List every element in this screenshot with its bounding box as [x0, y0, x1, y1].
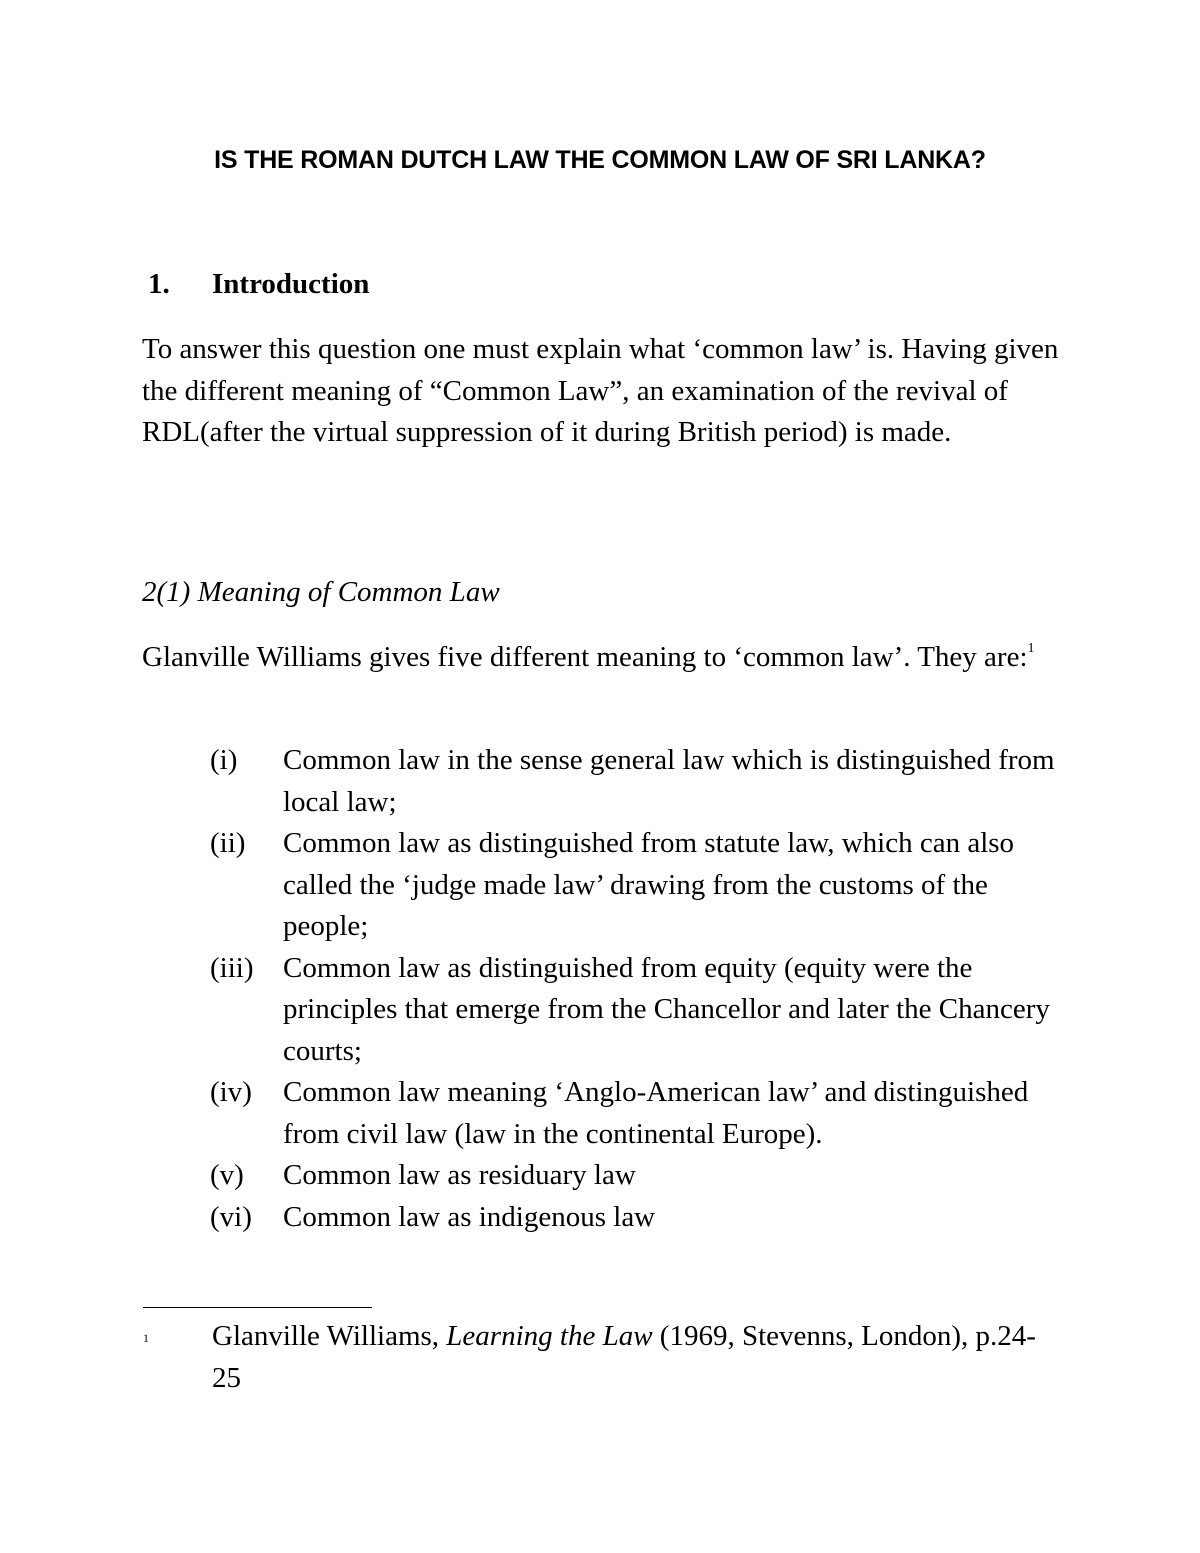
list-item-text: Common law meaning ‘Anglo-American law’ and distinguished from civil law (law in the continental Europe).	[283, 1076, 1029, 1150]
list-item-text: Common law as distinguished from statute law, which can also called the ‘judge made law’ drawing from the customs of the people;	[283, 827, 1015, 942]
footnote-reference[interactable]: 1	[1027, 641, 1035, 656]
list-item	[210, 823, 1080, 948]
list-item-text: Common law as indigenous law	[283, 1200, 656, 1233]
list-item-text: Common law as residuary law	[283, 1159, 636, 1191]
meaning-paragraph	[142, 637, 1072, 679]
list-item	[210, 740, 1080, 823]
document-title: IS THE ROMAN DUTCH LAW THE COMMON LAW OF SRI LANKA?	[214, 146, 986, 174]
footnote-marker: 1	[143, 1331, 149, 1345]
list-item-marker: (iii)	[210, 951, 254, 984]
list-item	[210, 948, 1080, 1073]
list-item-marker: (v)	[210, 1159, 244, 1191]
list-item-marker: (vi)	[210, 1200, 252, 1233]
list-item-marker: (iv)	[210, 1076, 252, 1108]
introduction-paragraph: To answer this question one must explain what ‘common law’ is. Having given the different meaning of “Common Law”, an examination of the revival of RDL(after the virtual suppression of it during British period) is made.	[142, 333, 1059, 448]
meaning-paragraph-text: Glanville Williams gives five different meaning to ‘common law’. They are:	[142, 641, 1028, 673]
footnote-details: (1969, Stevenns, London), p.24-25	[212, 1320, 1036, 1394]
section-number: 1.	[148, 268, 170, 300]
list-item-text: Common law as distinguished from equity (equity were the principles that emerge from the Chancellor and later the Chancery courts;	[283, 951, 1050, 1067]
list-item-text: Common law in the sense general law which is distinguished from local law;	[283, 744, 1055, 818]
section-heading-introduction	[148, 268, 369, 301]
list-item-marker: (i)	[210, 744, 238, 776]
footnote-author: Glanville Williams,	[212, 1320, 447, 1352]
list-item	[210, 1197, 1080, 1239]
list-item	[210, 1072, 1080, 1155]
meanings-list	[210, 740, 1080, 1238]
list-item	[210, 1155, 1080, 1197]
section-heading-text: Introduction	[212, 268, 370, 300]
footnote-book-title: Learning the Law	[446, 1320, 653, 1352]
footnote-text	[212, 1316, 1063, 1399]
list-item-marker: (ii)	[210, 827, 246, 859]
footnote-separator	[143, 1307, 372, 1308]
footnote	[143, 1316, 1063, 1399]
subsection-heading-meaning: 2(1) Meaning of Common Law	[142, 576, 500, 608]
